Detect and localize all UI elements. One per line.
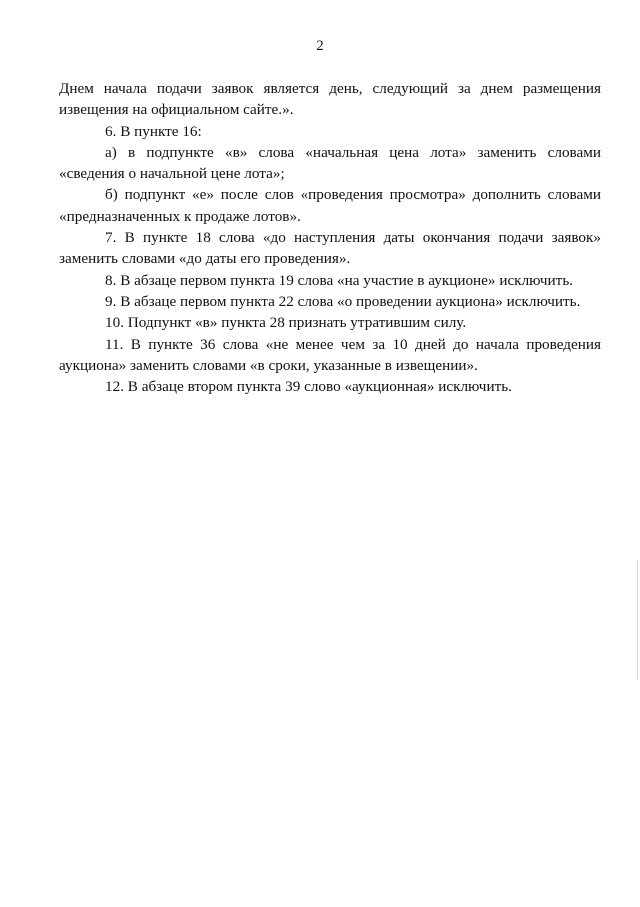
paragraph-item-12: 12. В абзаце втором пункта 39 слово «аукционная» исключить. — [105, 378, 512, 396]
scan-edge-line — [637, 560, 638, 680]
paragraph-item-9: 9. В абзаце первом пункта 22 слова «о проведении аукциона» исключить. — [105, 292, 581, 310]
paragraph-item-6: 6. В пункте 16: — [105, 122, 202, 140]
paragraph-item-6b: б) подпункт «е» после слов «проведения просмотра» дополнить словами «предназначенных к продаже лотов». — [59, 186, 601, 225]
page-number: 2 — [316, 38, 324, 54]
paragraph-item-10: 10. Подпункт «в» пункта 28 признать утратившим силу. — [105, 314, 467, 332]
paragraph-continuation: Днем начала подачи заявок является день, следующий за днем размещения извещения на официальном сайте.». — [59, 80, 601, 119]
paragraph-item-6a: а) в подпункте «в» слова «начальная цена лота» заменить словами «сведения о начальной цене лота»; — [59, 143, 601, 183]
paragraph-item-7: 7. В пункте 18 слова «до наступления даты окончания подачи заявок» заменить словами «до даты его проведения». — [59, 229, 601, 268]
paragraph-item-11: 11. В пункте 36 слова «не менее чем за 10 дней до начала проведения аукциона» заменить словами «в сроки, указанные в извещении». — [59, 335, 601, 374]
document-body — [59, 78, 601, 397]
paragraph-item-8: 8. В абзаце первом пункта 19 слова «на участие в аукционе» исключить. — [105, 271, 574, 289]
